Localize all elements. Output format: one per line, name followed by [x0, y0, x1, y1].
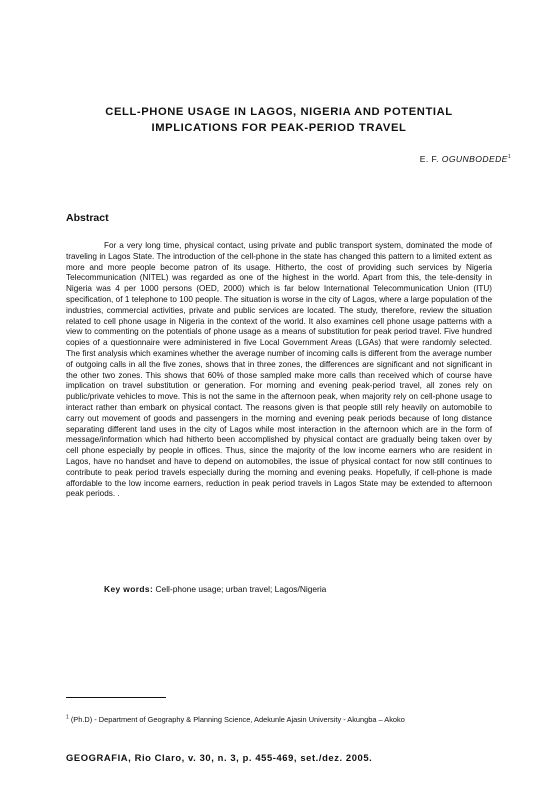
journal-citation: GEOGRAFIA, Rio Claro, v. 30, n. 3, p. 455-469, set./dez. 2005.	[66, 752, 373, 763]
author-initials: E. F.	[419, 154, 442, 164]
article-title: CELL-PHONE USAGE IN LAGOS, NIGERIA AND POTENTIAL IMPLICATIONS FOR PEAK-PERIOD TRAVEL	[105, 106, 453, 134]
footnote-text: (Ph.D) - Department of Geography & Planning Science, Adekunle Ajasin University - Akungba – Akoko	[68, 715, 405, 724]
keywords-text: Cell-phone usage; urban travel; Lagos/Nigeria	[153, 584, 327, 594]
footnote-divider	[66, 697, 166, 698]
footnote	[66, 715, 496, 725]
author-footnote-marker: 1	[507, 154, 511, 161]
footnote-marker: 1	[66, 714, 69, 721]
keywords-line	[104, 584, 494, 595]
keywords-label: Key words:	[104, 584, 154, 594]
author-surname: OGUNBODEDE	[441, 154, 508, 164]
author-line	[0, 154, 511, 164]
abstract-body: For a very long time, physical contact, using private and public transport system, dominated the mode of traveling in Lagos State. The introduction of the cell-phone in the state has changed this pattern to a limited extent as more and more people become patron of its usage. Hitherto, the cost of providing such services by Nigeria Telecommunication (NITEL) was regarded as one of the highest in the world. Apart from this, the tele-density in Nigeria was 4 per 1000 persons (OED, 2000) which is far below International Telecommunication Union (ITU) specification, of 1 telephone to 100 people. The situation is worse in the city of Lagos, where a large population of the industries, commercial activities, private and public services are located. The study, therefore, review the situation related to cell phone usage in Nigeria in the context of the world. It also examines cell phone usage patterns with a view to commenting on the potentials of phone usage as a means of substitution for peak period travel. Five hundred copies of a questionnaire were administered in five Local Government Areas (LGAs) that were randomly selected. The first analysis which examines whether the average number of incoming calls is different from the average number of outgoing calls in all the five zones, shows that in three zones, the differences are significant and not significant in the other two zones. This shows that 60% of those sampled make more calls than received which of course have implication on travel substitution or generation. For morning and evening peak-period travel, all zones rely on public/private vehicles to move. This is not the same in the afternoon peak, when majority rely on cell-phone usage to interact rather than embark on physical contact. The reasons given is that people still rely heavily on automobile to carry out movement of goods and passengers in the morning and evening peak periods because of long distance separating different land uses in the city of Lagos while most interaction in the afternoon which are in the form of message/information which had hitherto been accomplished by physical contact are gradually being taken over by cell phone especially by people in offices. Thus, since the majority of the low income earners who are resident in Lagos, have no handset and have to depend on automobiles, the issue of physical contact for now still continues to contribute to peak period travels especially during the morning and evening peaks. Hopefully, if cell-phone is made affordable to the low income earners, reduction in peak period travels in Lagos State may be extended to afternoon peak periods. .	[66, 241, 492, 499]
abstract-heading: Abstract	[66, 212, 109, 224]
